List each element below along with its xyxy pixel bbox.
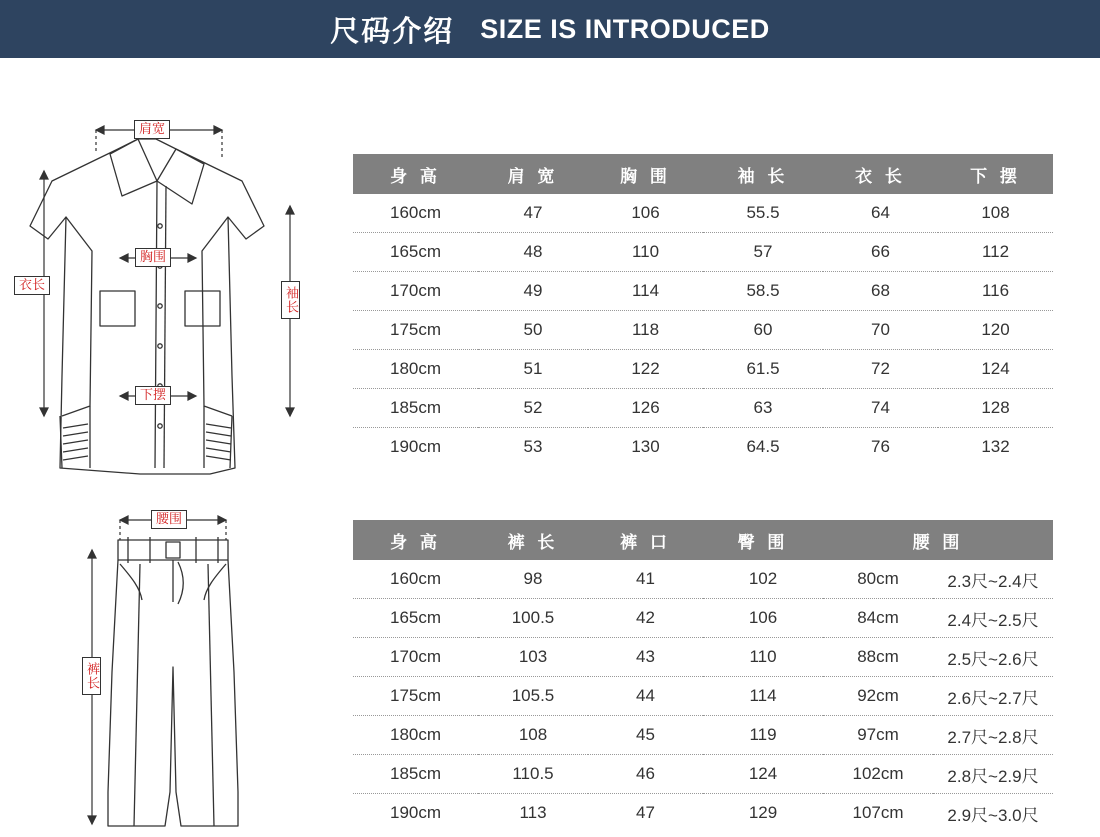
- table-row: [353, 638, 1053, 677]
- cell: 170cm: [353, 272, 478, 311]
- table-row: [353, 272, 1053, 311]
- cell: 170cm: [353, 638, 478, 677]
- cell: 130: [588, 428, 703, 467]
- cell: 108: [938, 194, 1053, 233]
- column-header: 肩 宽: [478, 154, 588, 194]
- page-title-cn: 尺码介绍: [330, 15, 455, 48]
- cell: 122: [588, 350, 703, 389]
- page-header: [0, 0, 1100, 58]
- cell: 118: [588, 311, 703, 350]
- cell: 2.4尺~2.5尺: [933, 599, 1053, 638]
- jacket-figure: [0, 76, 345, 476]
- cell: 160cm: [353, 560, 478, 599]
- pants-figure: [0, 492, 345, 832]
- column-header: 裤 口: [588, 520, 703, 560]
- cell: 51: [478, 350, 588, 389]
- cell: 2.3尺~2.4尺: [933, 560, 1053, 599]
- cell: 49: [478, 272, 588, 311]
- label-waist: 腰围: [151, 510, 187, 529]
- table-row: [353, 350, 1053, 389]
- cell: 113: [478, 794, 588, 833]
- cell: 76: [823, 428, 938, 467]
- cell: 61.5: [703, 350, 823, 389]
- cell: 110.5: [478, 755, 588, 794]
- cell: 43: [588, 638, 703, 677]
- cell: 74: [823, 389, 938, 428]
- cell: 58.5: [703, 272, 823, 311]
- cell: 72: [823, 350, 938, 389]
- cell: 47: [588, 794, 703, 833]
- page-title-en: SIZE IS INTRODUCED: [480, 13, 770, 44]
- column-header: 衣 长: [823, 154, 938, 194]
- cell: 63: [703, 389, 823, 428]
- table-header-row: [353, 520, 1053, 560]
- cell: 126: [588, 389, 703, 428]
- cell: 160cm: [353, 194, 478, 233]
- jacket-illustration: [0, 76, 345, 476]
- column-header: 腰 围: [823, 520, 1053, 560]
- cell: 2.7尺~2.8尺: [933, 716, 1053, 755]
- table-row: [353, 389, 1053, 428]
- table-row: [353, 233, 1053, 272]
- cell: 108: [478, 716, 588, 755]
- cell: 106: [703, 599, 823, 638]
- cell: 2.6尺~2.7尺: [933, 677, 1053, 716]
- table-row: [353, 755, 1053, 794]
- cell: 107cm: [823, 794, 933, 833]
- cell: 185cm: [353, 389, 478, 428]
- table-row: [353, 311, 1053, 350]
- cell: 102: [703, 560, 823, 599]
- cell: 47: [478, 194, 588, 233]
- jacket-size-table: [353, 154, 1053, 466]
- column-header: 身 高: [353, 520, 478, 560]
- column-header: 身 高: [353, 154, 478, 194]
- cell: 64: [823, 194, 938, 233]
- cell: 88cm: [823, 638, 933, 677]
- table-row: [353, 677, 1053, 716]
- cell: 46: [588, 755, 703, 794]
- cell: 105.5: [478, 677, 588, 716]
- pants-table-wrap: [353, 520, 1053, 832]
- label-chest: 胸围: [135, 248, 171, 267]
- label-shoulder-width: 肩宽: [134, 120, 170, 139]
- cell: 112: [938, 233, 1053, 272]
- cell: 70: [823, 311, 938, 350]
- cell: 190cm: [353, 428, 478, 467]
- column-header: 胸 围: [588, 154, 703, 194]
- cell: 92cm: [823, 677, 933, 716]
- table-row: [353, 599, 1053, 638]
- cell: 175cm: [353, 311, 478, 350]
- cell: 80cm: [823, 560, 933, 599]
- column-header: 裤 长: [478, 520, 588, 560]
- cell: 165cm: [353, 599, 478, 638]
- cell: 53: [478, 428, 588, 467]
- cell: 103: [478, 638, 588, 677]
- cell: 110: [588, 233, 703, 272]
- cell: 124: [938, 350, 1053, 389]
- cell: 110: [703, 638, 823, 677]
- cell: 97cm: [823, 716, 933, 755]
- cell: 132: [938, 428, 1053, 467]
- pants-illustration: [0, 492, 345, 832]
- cell: 180cm: [353, 716, 478, 755]
- cell: 114: [703, 677, 823, 716]
- cell: 2.5尺~2.6尺: [933, 638, 1053, 677]
- cell: 2.9尺~3.0尺: [933, 794, 1053, 833]
- table-row: [353, 428, 1053, 467]
- label-sleeve-length: 袖长: [281, 281, 300, 319]
- cell: 190cm: [353, 794, 478, 833]
- cell: 44: [588, 677, 703, 716]
- table-row: [353, 716, 1053, 755]
- table-row: [353, 794, 1053, 833]
- cell: 175cm: [353, 677, 478, 716]
- cell: 48: [478, 233, 588, 272]
- cell: 57: [703, 233, 823, 272]
- cell: 68: [823, 272, 938, 311]
- cell: 64.5: [703, 428, 823, 467]
- cell: 102cm: [823, 755, 933, 794]
- cell: 114: [588, 272, 703, 311]
- pants-section: [0, 492, 1100, 832]
- cell: 98: [478, 560, 588, 599]
- cell: 41: [588, 560, 703, 599]
- cell: 100.5: [478, 599, 588, 638]
- cell: 116: [938, 272, 1053, 311]
- cell: 55.5: [703, 194, 823, 233]
- label-garment-length: 衣长: [14, 276, 50, 295]
- cell: 124: [703, 755, 823, 794]
- cell: 119: [703, 716, 823, 755]
- label-hem: 下摆: [135, 386, 171, 405]
- jacket-section: [0, 76, 1100, 476]
- cell: 60: [703, 311, 823, 350]
- cell: 106: [588, 194, 703, 233]
- jacket-table-wrap: [353, 154, 1053, 466]
- cell: 165cm: [353, 233, 478, 272]
- table-header-row: [353, 154, 1053, 194]
- label-pants-length: 裤长: [82, 657, 101, 695]
- column-header: 袖 长: [703, 154, 823, 194]
- cell: 180cm: [353, 350, 478, 389]
- cell: 128: [938, 389, 1053, 428]
- column-header: 臀 围: [703, 520, 823, 560]
- table-row: [353, 560, 1053, 599]
- cell: 45: [588, 716, 703, 755]
- cell: 50: [478, 311, 588, 350]
- cell: 84cm: [823, 599, 933, 638]
- cell: 42: [588, 599, 703, 638]
- column-header: 下 摆: [938, 154, 1053, 194]
- cell: 120: [938, 311, 1053, 350]
- cell: 129: [703, 794, 823, 833]
- cell: 185cm: [353, 755, 478, 794]
- table-row: [353, 194, 1053, 233]
- cell: 2.8尺~2.9尺: [933, 755, 1053, 794]
- cell: 66: [823, 233, 938, 272]
- cell: 52: [478, 389, 588, 428]
- pants-size-table: [353, 520, 1053, 832]
